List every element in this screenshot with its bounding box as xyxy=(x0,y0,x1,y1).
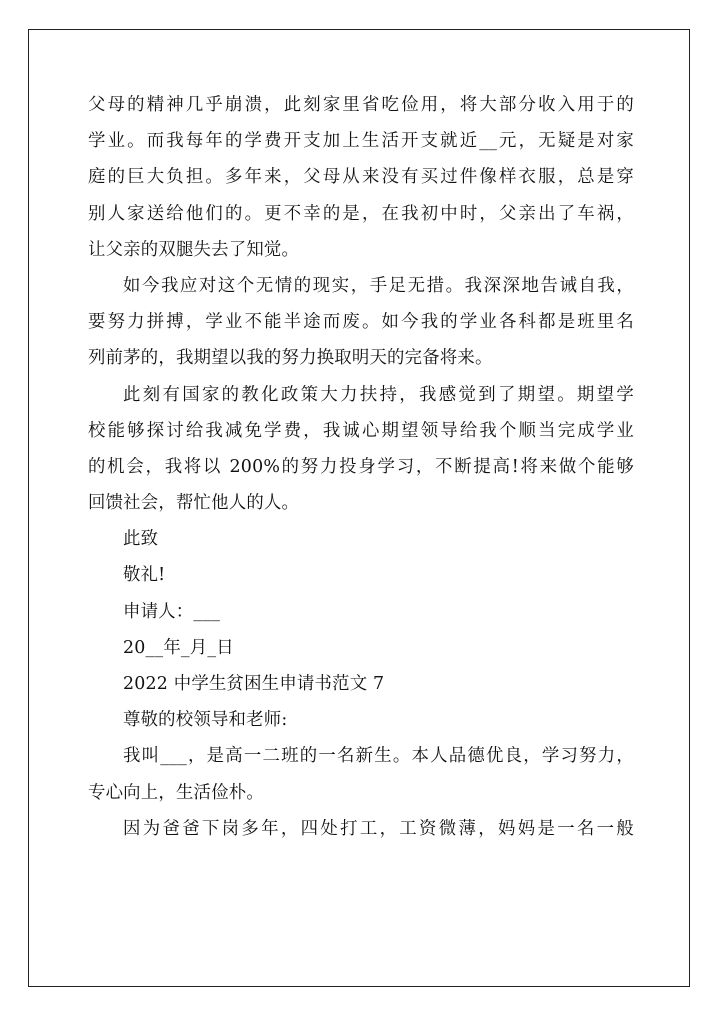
closing-line: 此致 xyxy=(123,529,159,550)
text-line: 让父亲的双腿失去了知觉。 xyxy=(88,239,300,260)
document-body xyxy=(88,87,634,847)
text-line: 如今我应对这个无情的现实，手足无措。我深深地告诫自我， xyxy=(123,275,634,296)
text-line: 因为爸爸下岗多年，四处打工，工资微薄，妈妈是一名一般 xyxy=(123,818,634,839)
date-line: 20__年_月_日 xyxy=(123,637,234,658)
text-line: 庭的巨大负担。多年来，父母从来没有买过件像样衣服，总是穿 xyxy=(88,167,634,188)
text-line: 父母的精神几乎崩溃，此刻家里省吃俭用，将大部分收入用于的 xyxy=(88,95,634,115)
text-line: 此刻有国家的教化政策大力扶持，我感觉到了期望。期望学 xyxy=(123,384,634,405)
text-line: 列前茅的，我期望以我的努力换取明天的完备将来。 xyxy=(88,348,493,369)
applicant-line: 申请人：___ xyxy=(123,601,221,622)
text-line: 的机会，我将以 200%的努力投身学习，不断提高!将来做个能够 xyxy=(88,456,634,477)
text-line: 回馈社会，帮忙他人的人。 xyxy=(88,493,300,514)
text-line: 校能够探讨给我减免学费，我诚心期望领导给我个顺当完成学业 xyxy=(88,420,634,441)
text-line: 要努力拼搏，学业不能半途而废。如今我的学业各科都是班里名 xyxy=(88,312,634,333)
salutation-line: 敬礼! xyxy=(123,565,166,586)
text-line: 专心向上，生活俭朴。 xyxy=(88,782,264,803)
text-line: 别人家送给他们的。更不幸的是，在我初中时，父亲出了车祸， xyxy=(88,203,634,224)
text-line: 我叫___，是高一二班的一名新生。本人品德优良，学习努力， xyxy=(123,746,634,767)
greeting-line: 尊敬的校领导和老师: xyxy=(123,710,288,731)
text-line: 学业。而我每年的学费开支加上生活开支就近__元，无疑是对家 xyxy=(88,131,634,152)
section-title: 2022 中学生贫困生申请书范文 7 xyxy=(123,674,385,694)
